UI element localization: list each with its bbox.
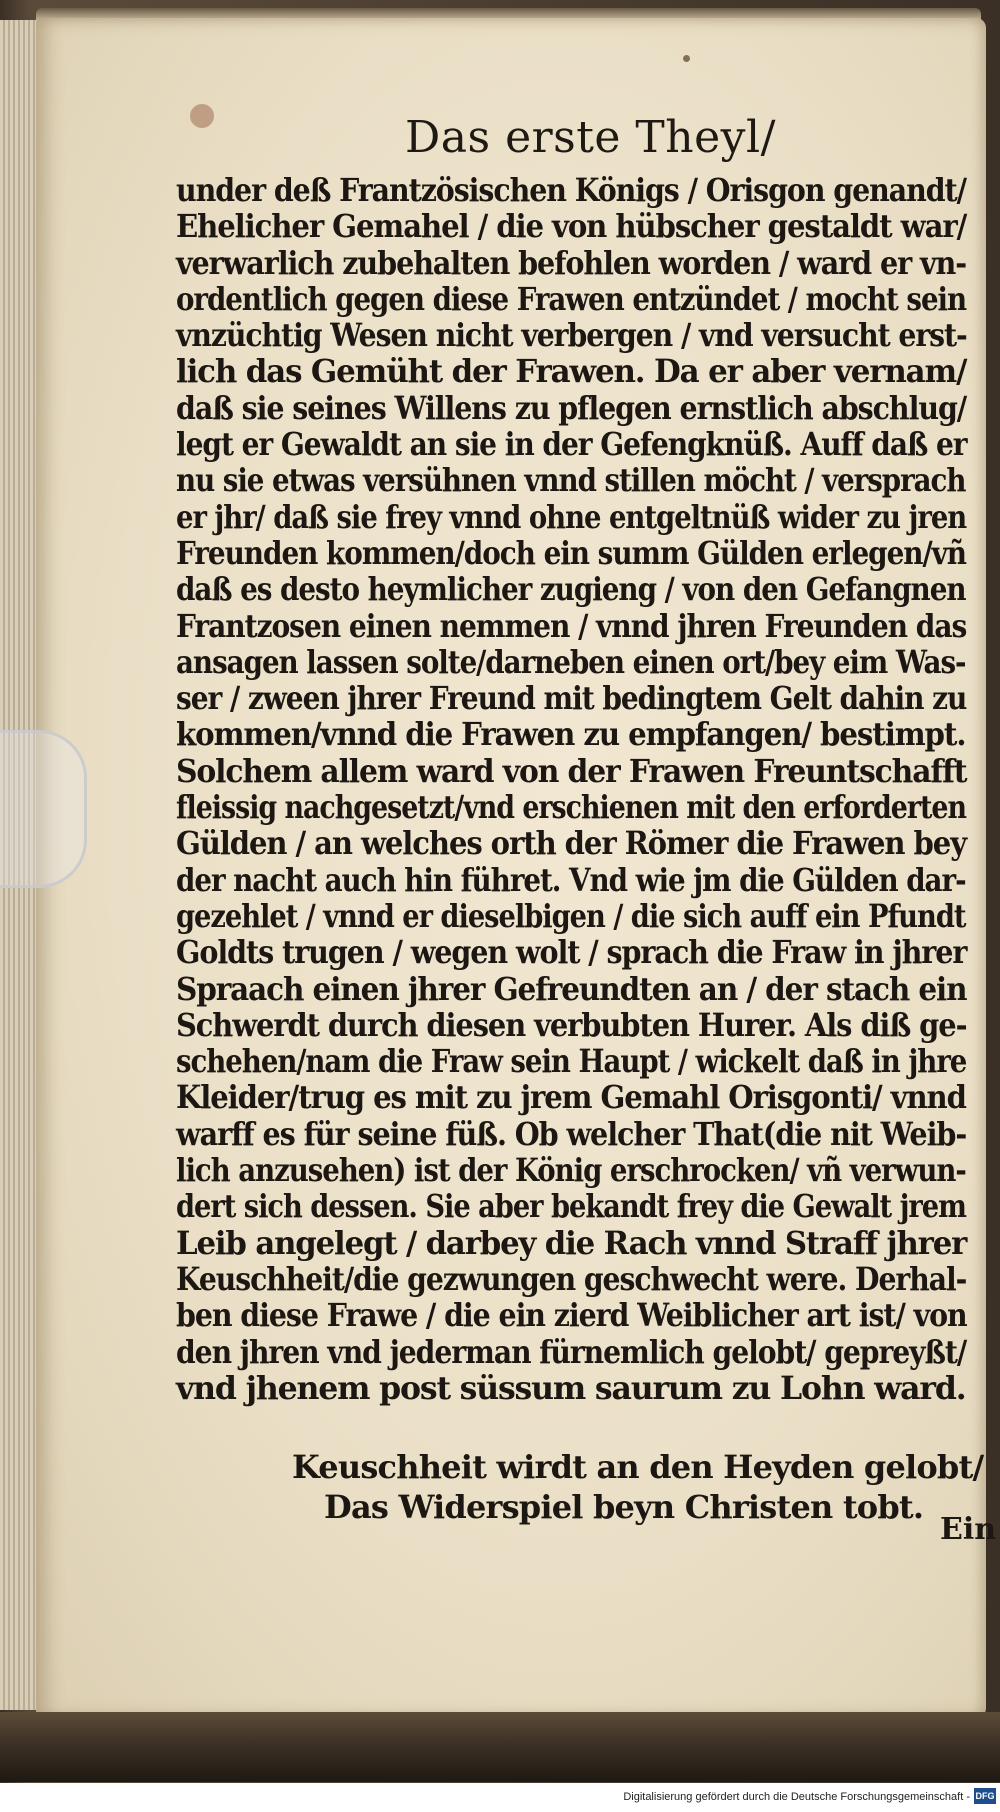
text-line: ben diese Frawe / die ein zierd Weiblicher art ist/ von (176, 1296, 967, 1335)
dfg-logo-icon: DFG (974, 1788, 996, 1804)
text-line: Spraach einen jhrer Gefreundten an / der stach ein (176, 969, 967, 1008)
text-line: Schwerdt durch diesen verbubten Hurer. Als diß ge- (176, 1005, 967, 1044)
text-line: lich das Gemüht der Frawen. Da er aber vernam/ (176, 352, 967, 391)
stain (190, 104, 214, 128)
text-line: schehen/nam die Fraw sein Haupt / wickelt daß in jhre (176, 1042, 967, 1081)
text-line: dert sich dessen. Sie aber bekandt frey die Gewalt jrem (176, 1187, 966, 1226)
text-line: lich anzusehen) ist der König erschrocken/ vñ verwun- (176, 1151, 966, 1190)
text-line: ordentlich gegen diese Frawen entzündet / mocht sein (176, 279, 967, 318)
text-line: ser / zween jhrer Freund mit bedingtem Gelt dahin zu (176, 679, 967, 718)
closing-line: Keuschheit wirdt an den Heyden gelobt/ (292, 1448, 984, 1486)
closing-couplet (292, 1447, 983, 1527)
page-clip (0, 730, 87, 888)
text-line: den jhren vnd jederman fürnemlich gelobt/ gepreyßt/ (176, 1332, 967, 1371)
text-line: under deß Frantzösischen Königs / Orisgon genandt/ (176, 171, 966, 209)
text-line: vnzüchtig Wesen nicht verbergen / vnd versucht erst- (176, 316, 967, 355)
text-line: Gülden / an welches orth der Römer die Frawen bey (176, 824, 967, 863)
text-line: Solchem allem ward von der Frawen Freuntschafft (176, 751, 967, 790)
text-line: der nacht auch hin führet. Vnd wie jm die Gülden dar- (176, 860, 966, 899)
body-text (176, 172, 981, 1406)
text-line: fleissig nachgesetzt/vnd erschienen mit den erforderten (176, 788, 967, 827)
book-bottom-edge (0, 1712, 1000, 1782)
text-line: kommen/vnnd die Frawen zu empfangen/ bestimpt. (176, 715, 966, 754)
text-line: legt er Gewaldt an sie in der Gefengknüß. Auff daß er (176, 425, 967, 464)
text-line: Leib angelegt / darbey die Rach vnnd Straff jhrer (176, 1223, 967, 1262)
text-line: Freunden kommen/doch ein summ Gülden erlegen/vñ (176, 533, 967, 572)
text-line: ansagen lassen solte/darneben einen ort/bey eim Was- (176, 642, 966, 681)
closing-line: Das Widerspiel beyn Christen tobt. (324, 1488, 924, 1526)
text-line: gezehlet / vnnd er dieselbigen / die sich auff ein Pfundt (176, 896, 966, 935)
running-header: Das erste Theyl/ (405, 112, 776, 163)
text-line: vnd jhenem post süssum saurum zu Lohn ward. (176, 1368, 966, 1407)
footer-credit: Digitalisierung gefördert durch die Deutsche Forschungsgemeinschaft - (623, 1791, 970, 1803)
text-line: Kleider/trug es mit zu jrem Gemahl Orisgonti/ vnnd (176, 1078, 966, 1117)
text-line: Frantzosen einen nemmen / vnnd jhren Freunden das (176, 606, 967, 645)
text-line: Ehelicher Gemahel / die von hübscher gestaldt war/ (176, 207, 967, 246)
text-line: warff es für seine füß. Ob welcher That(die nit Weib- (176, 1114, 967, 1153)
text-line: er jhr/ daß sie frey vnnd ohne entgeltnüß wider zu jren (176, 497, 967, 536)
text-line: verwarlich zubehalten befohlen worden / ward er vn- (176, 243, 967, 282)
text-line: nu sie etwas versühnen vnnd stillen möcht / versprach (176, 461, 966, 500)
text-line: daß es desto heymlicher zugieng / von den Gefangnen (176, 570, 966, 609)
text-line: Goldts trugen / wegen wolt / sprach die Fraw in jhrer (176, 933, 967, 972)
text-line: Keuschheit/die gezwungen geschwecht were. Derhal- (176, 1259, 967, 1298)
catchword: Ein (940, 1512, 997, 1547)
stain (683, 55, 690, 62)
text-line: daß sie seines Willens zu pflegen ernstlich abschlug/ (176, 388, 967, 427)
